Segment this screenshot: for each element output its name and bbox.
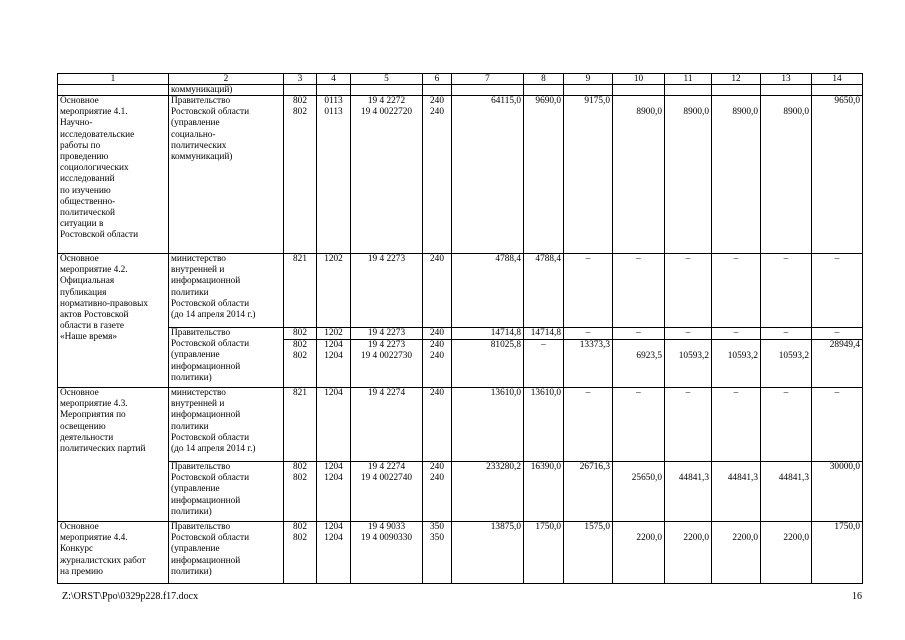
table-cell: 30000,0 <box>811 461 863 522</box>
table-cell: 19 4 2274 <box>350 387 423 462</box>
table-cell: – <box>711 253 761 328</box>
table-cell: 13610,0 <box>523 387 564 462</box>
table-cell: министерство внутренней и информационной политики Ростовской области (до 14 апреля 2014 г.) <box>168 387 284 462</box>
header-cell: 10 <box>612 73 665 85</box>
table-cell: 2200,0 <box>760 521 812 584</box>
header-cell: 12 <box>711 73 761 85</box>
table-cell: 1204 1204 <box>316 461 351 522</box>
table-cell: Правительство Ростовской области (управление информационной политики) <box>168 461 284 522</box>
table-cell: 19 4 2272 19 4 0022720 <box>350 95 423 254</box>
table-cell: коммуникаций) <box>168 84 284 96</box>
table-cell: 240 <box>422 387 452 462</box>
table-cell: 44841,3 <box>760 461 812 522</box>
table-cell: – <box>811 327 863 340</box>
table-cell: 13610,0 <box>451 387 524 462</box>
table-cell: 25650,0 <box>612 461 665 522</box>
table-cell: 8900,0 <box>760 95 812 254</box>
table-cell: – <box>760 253 812 328</box>
table-cell: – <box>711 327 761 340</box>
table-cell: 19 4 2273 <box>350 327 423 340</box>
table-cell: 240 <box>422 253 452 328</box>
table-cell: Правительство Ростовской области (управление информационной политики) <box>168 521 284 584</box>
table-cell: 240 <box>422 327 452 340</box>
table-cell: – <box>563 253 613 328</box>
footer-file-path: Z:\ORST\Ppo\0329p228.f17.docx <box>62 591 199 602</box>
table-cell: 8900,0 <box>612 95 665 254</box>
table-cell: 9650,0 <box>811 95 863 254</box>
header-cell: 3 <box>283 73 317 85</box>
table-cell: – <box>811 387 863 462</box>
header-cell: 13 <box>760 73 812 85</box>
table-cell: 10593,2 <box>664 339 712 388</box>
table-cell: 1202 <box>316 327 351 340</box>
table-cell: 14714,8 <box>451 327 524 340</box>
table-cell: 2200,0 <box>664 521 712 584</box>
table-cell: – <box>563 327 613 340</box>
table-cell: – <box>664 327 712 340</box>
table-cell: 240 240 <box>422 95 452 254</box>
table-cell: – <box>811 253 863 328</box>
table-cell: 6923,5 <box>612 339 665 388</box>
table-cell: – <box>664 387 712 462</box>
header-cell: 11 <box>664 73 712 85</box>
table-cell: Правительство Ростовской области (управление социально- политических коммуникаций) <box>168 95 284 254</box>
table-cell: 802 802 <box>283 461 317 522</box>
table-cell: 44841,3 <box>711 461 761 522</box>
table-cell: 81025,8 <box>451 339 524 388</box>
table-cell: Основное мероприятие 4.3. Мероприятия по освещению деятельности политических партий <box>57 387 169 522</box>
table-cell: Основное мероприятие 4.2. Официальная публикация нормативно-правовых актов Ростовской области в газете «Наше время» <box>57 253 169 388</box>
table-cell: 8900,0 <box>711 95 761 254</box>
header-cell: 1 <box>57 73 169 85</box>
table-cell: 350 350 <box>422 521 452 584</box>
table-cell: – <box>664 253 712 328</box>
table-cell: 802 802 <box>283 95 317 254</box>
table-cell: 10593,2 <box>760 339 812 388</box>
table-cell: 14714,8 <box>523 327 564 340</box>
table-cell: 821 <box>283 253 317 328</box>
table-cell: 802 802 <box>283 521 317 584</box>
footer-page-number: 16 <box>852 591 862 602</box>
header-cell: 4 <box>316 73 351 85</box>
table-cell: 2200,0 <box>612 521 665 584</box>
table-cell: 233280,2 <box>451 461 524 522</box>
table-cell: – <box>760 327 812 340</box>
table-cell: 240 240 <box>422 339 452 388</box>
table-cell: 19 4 2273 <box>350 253 423 328</box>
table-cell: 240 240 <box>422 461 452 522</box>
table-cell: 0113 0113 <box>316 95 351 254</box>
header-cell: 2 <box>168 73 284 85</box>
table-cell: – <box>612 253 665 328</box>
table-cell: 8900,0 <box>664 95 712 254</box>
table-cell: 821 <box>283 387 317 462</box>
table-cell: 10593,2 <box>711 339 761 388</box>
header-cell: 8 <box>523 73 564 85</box>
table-cell: 1202 <box>316 253 351 328</box>
table-cell: Основное мероприятие 4.4. Конкурс журналистских работ на премию <box>57 521 169 584</box>
table-cell: – <box>760 387 812 462</box>
table-cell: 4788,4 <box>523 253 564 328</box>
table-cell: 13875,0 <box>451 521 524 584</box>
header-cell: 14 <box>811 73 863 85</box>
table-cell: Правительство Ростовской области (управление информационной политики) <box>168 327 284 388</box>
table-cell: 1750,0 <box>811 521 863 584</box>
table-cell: – <box>711 387 761 462</box>
table-cell: Основное мероприятие 4.1. Научно- исследовательские работы по проведению социологических исследований по изучению общественно- политической ситуации в Ростовской области <box>57 95 169 254</box>
table-cell: 802 <box>283 327 317 340</box>
table-cell: 28949,4 <box>811 339 863 388</box>
table-cell: 2200,0 <box>711 521 761 584</box>
table-cell: – <box>563 387 613 462</box>
table-cell: 13373,3 <box>563 339 613 388</box>
table-cell: 9175,0 <box>563 95 613 254</box>
header-cell: 6 <box>422 73 452 85</box>
header-cell: 5 <box>350 73 423 85</box>
table-cell: 9690,0 <box>523 95 564 254</box>
table-cell: 1204 1204 <box>316 521 351 584</box>
table-cell: 16390,0 <box>523 461 564 522</box>
table-cell: 44841,3 <box>664 461 712 522</box>
table-cell: 19 4 2273 19 4 0022730 <box>350 339 423 388</box>
table-cell: 1575,0 <box>563 521 613 584</box>
table-cell: 26716,3 <box>563 461 613 522</box>
header-cell: 9 <box>563 73 613 85</box>
table-cell: 1750,0 <box>523 521 564 584</box>
table-cell: – <box>523 339 564 388</box>
header-cell: 7 <box>451 73 524 85</box>
table-cell: – <box>612 387 665 462</box>
table-cell: 4788,4 <box>451 253 524 328</box>
table-cell: 64115,0 <box>451 95 524 254</box>
table-cell: 1204 <box>316 387 351 462</box>
table-cell: министерство внутренней и информационной политики Ростовской области (до 14 апреля 2014 г.) <box>168 253 284 328</box>
table-cell: 1204 1204 <box>316 339 351 388</box>
table-cell: – <box>612 327 665 340</box>
table-cell: 19 4 9033 19 4 0090330 <box>350 521 423 584</box>
table-cell: 802 802 <box>283 339 317 388</box>
table-cell: 19 4 2274 19 4 0022740 <box>350 461 423 522</box>
